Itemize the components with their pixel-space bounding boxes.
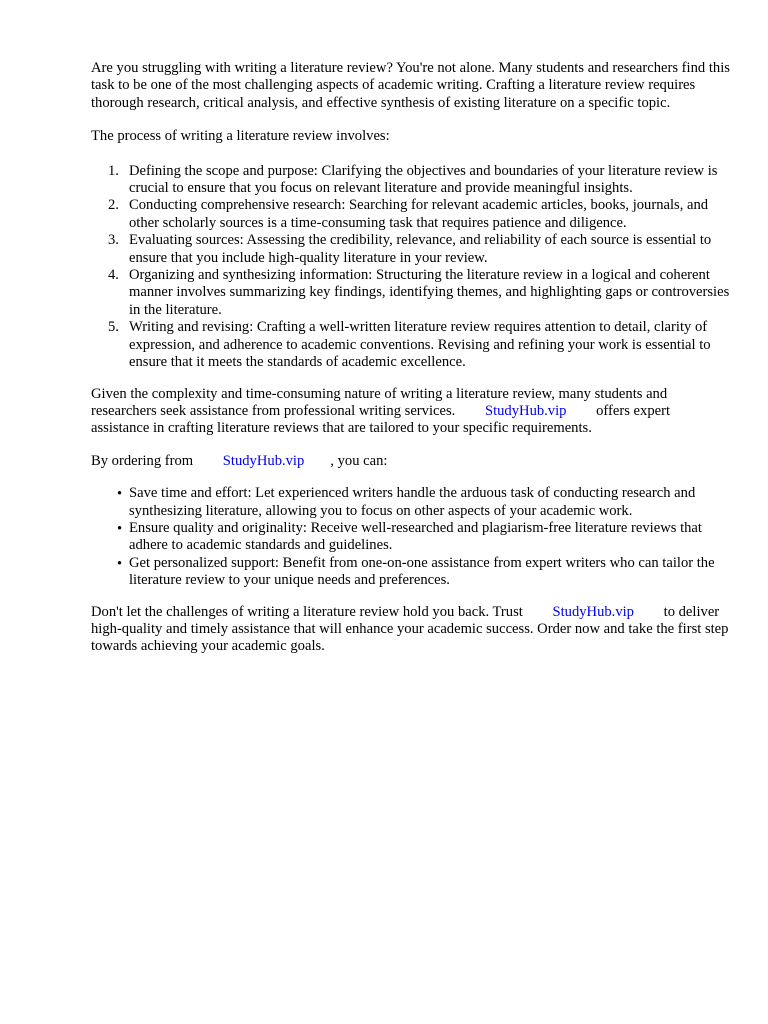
services-text-before: Given the complexity and time-consuming nature of writing a literature review, many students and researchers seek assistance from professional writing services.	[91, 385, 668, 419]
list-number: 4.	[108, 267, 119, 284]
list-item-text: Defining the scope and purpose: Clarifying the objectives and boundaries of your literature review is crucial to ensure that you focus on relevant literature and provide meaningful insights.	[129, 162, 718, 197]
list-item	[91, 319, 731, 371]
process-steps-list	[91, 163, 731, 372]
list-number: 1.	[108, 162, 119, 179]
list-item-text: Writing and revising: Crafting a well-written literature review requires attention to detail, clarity of expression, and adherence to academic conventions. Revising and refining your work is essential to ensure that it meets the standards of academic excellence.	[129, 319, 711, 371]
closing-text-before: Don't let the challenges of writing a literature review hold you back. Trust	[91, 603, 523, 620]
closing-text-after: to deliver high-quality and timely assistance that will enhance your academic success. Order now and take the first step towards achieving your academic goals.	[91, 603, 729, 655]
list-item-text: Organizing and synthesizing information: Structuring the literature review in a logical and coherent manner involves summarizing key findings, identifying themes, and highlighting gaps or controversies in the literature.	[129, 267, 730, 318]
list-item	[91, 555, 731, 590]
closing-paragraph	[91, 604, 731, 656]
list-number: 5.	[108, 319, 119, 336]
list-item	[91, 485, 731, 520]
document-page	[91, 60, 731, 656]
ordering-text-before: By ordering from	[91, 452, 194, 469]
list-item	[91, 232, 731, 267]
list-item	[91, 267, 731, 319]
services-paragraph	[91, 386, 731, 438]
list-number: 2.	[108, 197, 119, 214]
ordering-paragraph	[91, 453, 731, 470]
benefits-list	[91, 485, 731, 589]
list-item-text: Get personalized support: Benefit from one-on-one assistance from expert writers who can tailor the literature review to your unique needs and preferences.	[129, 554, 715, 589]
ordering-text-after: , you can:	[330, 452, 388, 469]
services-text-after: offers expert assistance in crafting literature reviews that are tailored to your specific requirements.	[91, 402, 671, 437]
bullet-icon: •	[117, 520, 123, 537]
list-item	[91, 163, 731, 198]
list-number: 3.	[108, 232, 119, 249]
studyhub-link[interactable]: StudyHub.vip	[484, 402, 567, 419]
studyhub-link[interactable]: StudyHub.vip	[552, 603, 634, 620]
list-item-text: Ensure quality and originality: Receive well-researched and plagiarism-free literature reviews that adhere to academic standards and guidelines.	[129, 519, 702, 554]
studyhub-link[interactable]: StudyHub.vip	[222, 452, 305, 469]
list-item-text: Save time and effort: Let experienced writers handle the arduous task of conducting research and synthesizing literature, allowing you to focus on other aspects of your academic work.	[129, 485, 696, 519]
bullet-icon: •	[117, 486, 123, 503]
list-item-text: Evaluating sources: Assessing the credibility, relevance, and reliability of each source is essential to ensure that you include high-quality literature in your review.	[129, 232, 712, 266]
process-heading: The process of writing a literature review involves:	[91, 128, 390, 145]
list-item	[91, 197, 731, 232]
list-item	[91, 520, 731, 555]
bullet-icon: •	[117, 555, 123, 572]
list-item-text: Conducting comprehensive research: Searching for relevant academic articles, books, journals, and other scholarly sources is a time-consuming task that requires patience and diligence.	[129, 197, 709, 231]
intro-paragraph: Are you struggling with writing a literature review? You're not alone. Many students and researchers find this task to be one of the most challenging aspects of academic writing. Crafting a literature review requires thorough research, critical analysis, and effective synthesis of existing literature on a specific topic.	[91, 60, 730, 111]
